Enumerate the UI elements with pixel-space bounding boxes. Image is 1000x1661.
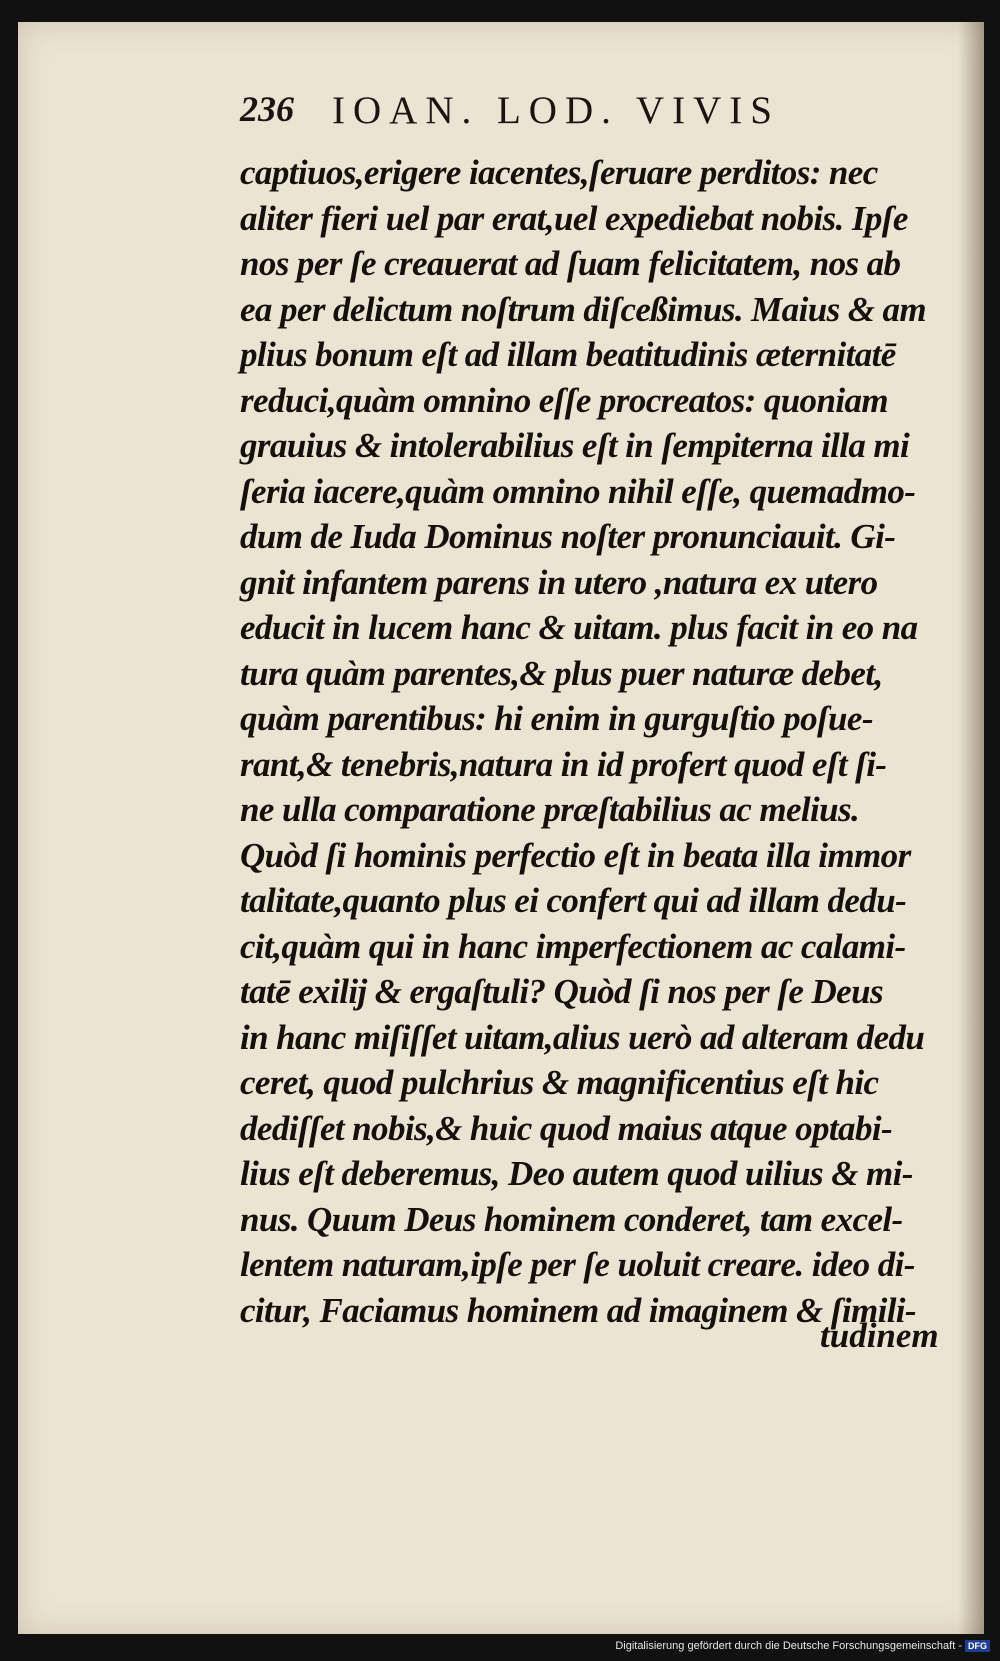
text-line: tatē exilij & ergaſtuli? Quòd ſi nos per ſe Deus bbox=[240, 972, 883, 1011]
text-line: nus. Quum Deus hominem conderet, tam excel- bbox=[240, 1199, 903, 1239]
text-line: captiuos,erigere iacentes,ſeruare perditos: nec bbox=[240, 153, 878, 192]
footer-credit: Digitalisierung gefördert durch die Deutsche Forschungsgemeinschaft - bbox=[615, 1640, 962, 1652]
text-line: reduci,quàm omnino eſſe procreatos: quoniam bbox=[240, 380, 888, 420]
text-line: talitate,quanto plus ei confert qui ad illam dedu- bbox=[240, 881, 907, 920]
body-text bbox=[240, 150, 940, 1333]
text-line: ea per delictum noſtrum diſceßimus. Maius & am bbox=[240, 289, 927, 329]
text-line: aliter fieri uel par erat,uel expediebat nobis. Ipſe bbox=[240, 198, 908, 238]
text-line: ne ulla comparatione præſtabilius ac melius. bbox=[240, 790, 860, 829]
text-line: dediſſet nobis,& huic quod maius atque optabi- bbox=[240, 1108, 893, 1148]
text-line: rant,& tenebris,natura in id profert quod eſt ſi- bbox=[240, 744, 887, 784]
text-line: plius bonum eſt ad illam beatitudinis æternitatē bbox=[240, 335, 896, 374]
text-line: lentem naturam,ipſe per ſe uoluit creare. ideo di- bbox=[240, 1245, 915, 1284]
dfg-logo-icon: DFG bbox=[965, 1640, 990, 1652]
text-line: lius eſt deberemus, Deo autem quod uilius & mi- bbox=[240, 1154, 913, 1193]
text-line: quàm parentibus: hi enim in gurguſtio poſue- bbox=[240, 699, 873, 738]
text-line: Quòd ſi hominis perfectio eſt in beata illa immor bbox=[240, 835, 911, 875]
text-line: educit in lucem hanc & uitam. plus facit in eo na bbox=[240, 608, 918, 647]
text-line: gnit infantem parens in utero ,natura ex utero bbox=[240, 562, 878, 602]
text-line: ceret, quod pulchrius & magnificentius eſt hic bbox=[240, 1063, 879, 1102]
running-head: IOAN. LOD. VIVIS bbox=[332, 89, 780, 132]
text-line: tura quàm parentes,& plus puer naturæ debet, bbox=[240, 653, 883, 693]
text-line: dum de Iuda Dominus noſter pronunciauit. Gi- bbox=[240, 517, 896, 556]
catchword: tudinem bbox=[820, 1316, 939, 1355]
text-line: cit,quàm qui in hanc imperfectionem ac calami- bbox=[240, 926, 906, 966]
text-line: nos per ſe creauerat ad ſuam felicitatem, nos ab bbox=[240, 244, 901, 283]
text-line: in hanc miſiſſet uitam,alius uerò ad alteram dedu bbox=[240, 1017, 925, 1057]
text-line: grauius & intolerabilius eſt in ſempiterna illa mi bbox=[240, 426, 910, 465]
page-header bbox=[240, 88, 880, 138]
digitization-footer bbox=[615, 1637, 990, 1655]
text-line: ſeria iacere,quàm omnino nihil eſſe, quemadmo- bbox=[240, 471, 916, 511]
text-line: citur, Faciamus hominem ad imaginem & ſimili- bbox=[240, 1290, 916, 1330]
page-number: 236 bbox=[240, 89, 294, 129]
